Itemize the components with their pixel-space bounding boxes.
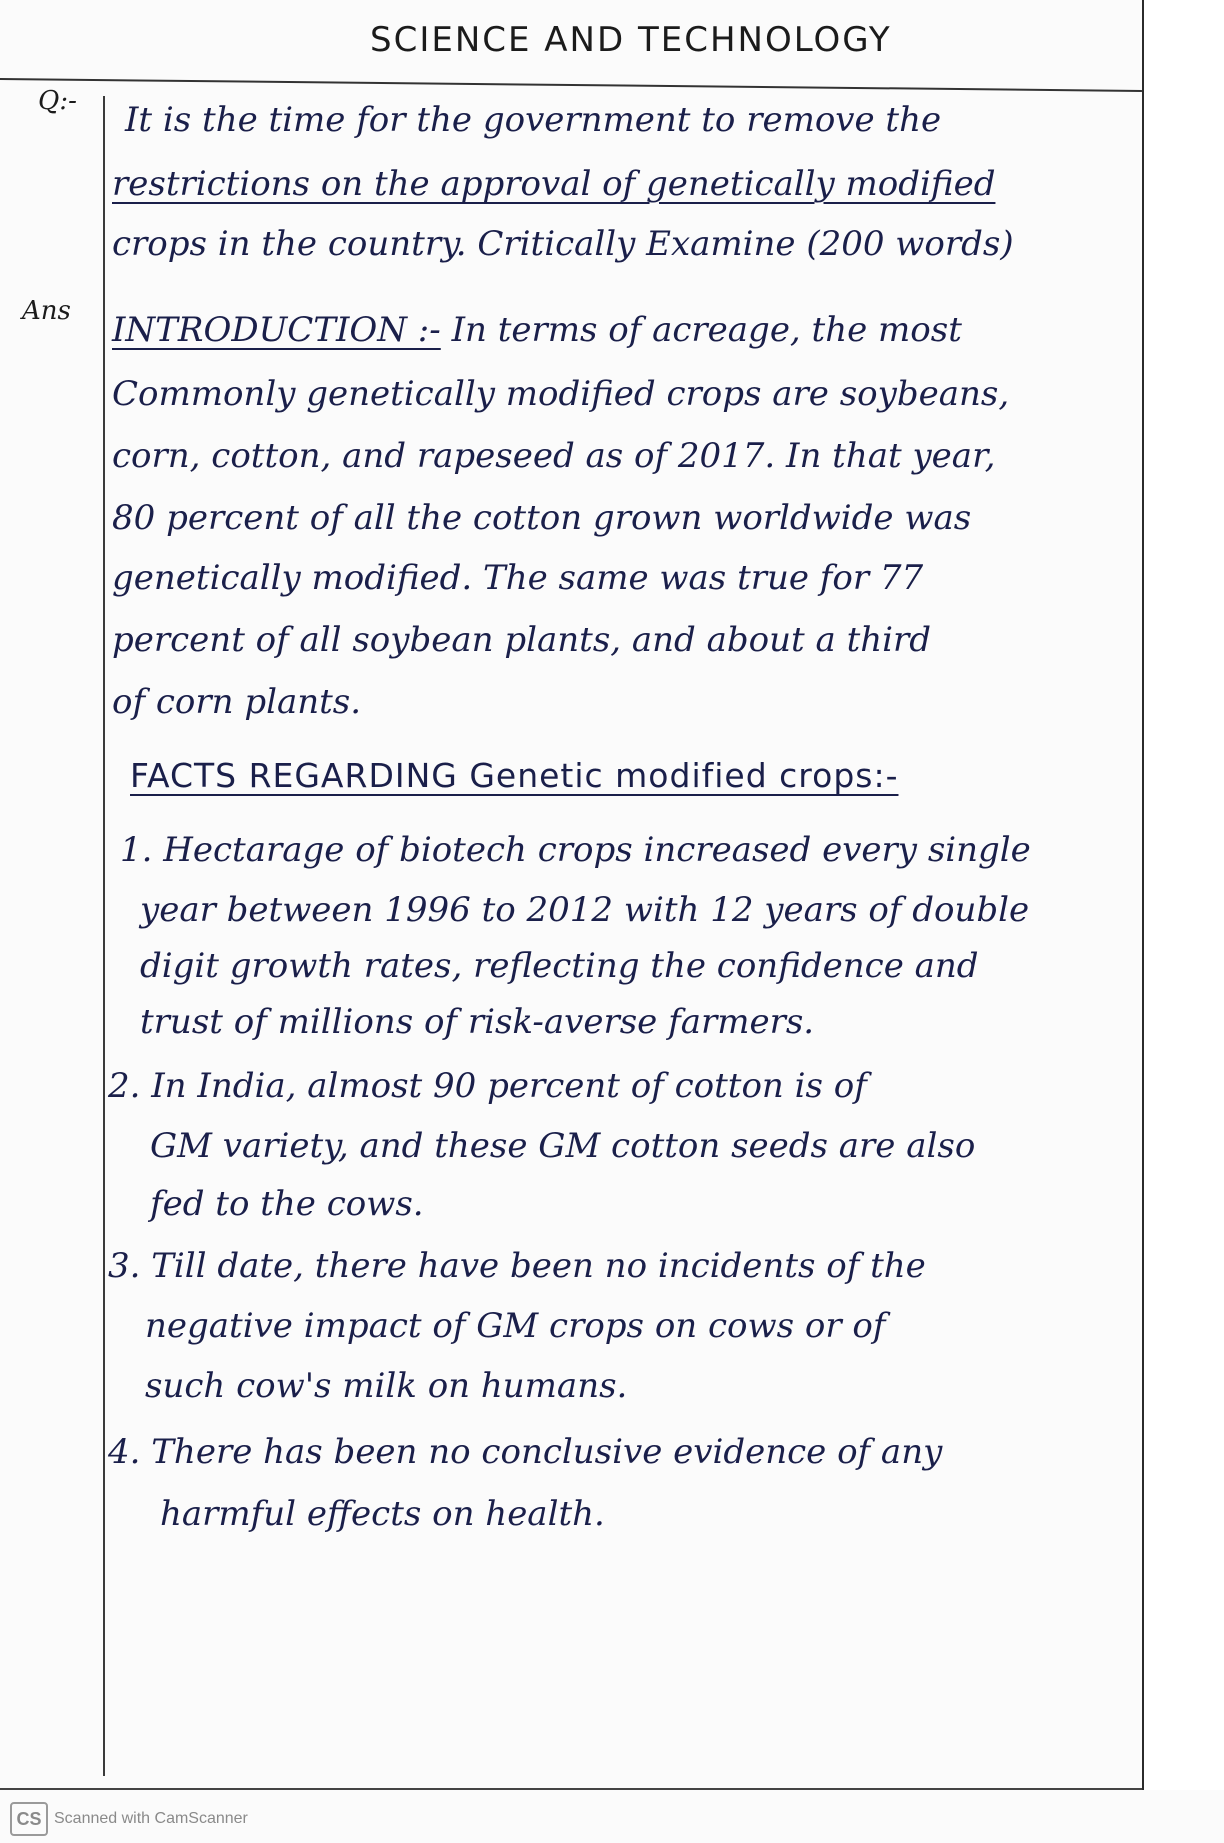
- bottom-rule: [0, 1788, 1142, 1790]
- camscanner-logo: CS: [10, 1802, 48, 1836]
- fact-line-10: such cow's milk on humans.: [145, 1366, 628, 1406]
- footer-text: Scanned with CamScanner: [54, 1810, 248, 1827]
- scanner-footer: [10, 1802, 248, 1836]
- answer-label: Ans: [22, 296, 71, 326]
- fact-line-7: fed to the cows.: [150, 1184, 424, 1224]
- fact-line-12: harmful effects on health.: [160, 1494, 605, 1534]
- facts-heading: FACTS REGARDING Genetic modified crops:-: [130, 756, 899, 795]
- fact-line-11: 4. There has been no conclusive evidence of any: [108, 1432, 943, 1472]
- page-title: SCIENCE AND TECHNOLOGY: [370, 20, 892, 60]
- intro-line-6: percent of all soybean plants, and about a third: [112, 620, 932, 660]
- fact-line-2: year between 1996 to 2012 with 12 years of double: [140, 890, 1030, 930]
- question-line-1: It is the time for the government to remove the: [125, 100, 942, 140]
- intro-line-4: 80 percent of all the cotton grown worldwide was: [112, 498, 972, 538]
- fact-line-9: negative impact of GM crops on cows or of: [145, 1306, 886, 1346]
- question-label: Q:-: [38, 86, 77, 116]
- top-rule: [0, 78, 1142, 92]
- intro-first-line: [112, 310, 1132, 350]
- intro-line-7: of corn plants.: [112, 682, 362, 722]
- intro-line-3: corn, cotton, and rapeseed as of 2017. In that year,: [112, 436, 996, 476]
- fact-line-1: 1. Hectarage of biotech crops increased every single: [120, 830, 1031, 870]
- fact-line-3: digit growth rates, reflecting the confidence and: [140, 946, 979, 986]
- fact-line-6: GM variety, and these GM cotton seeds are also: [150, 1126, 976, 1166]
- fact-line-5: 2. In India, almost 90 percent of cotton is of: [108, 1066, 867, 1106]
- fact-line-4: trust of millions of risk-averse farmers.: [140, 1002, 815, 1042]
- question-line-3: crops in the country. Critically Examine (200 words): [112, 224, 1014, 264]
- intro-line-2: Commonly genetically modified crops are soybeans,: [112, 374, 1010, 414]
- intro-label: INTRODUCTION :-: [112, 310, 441, 350]
- intro-line-1: In terms of acreage, the most: [451, 310, 962, 350]
- margin-rule: [103, 96, 105, 1776]
- intro-line-5: genetically modified. The same was true for 77: [112, 558, 924, 598]
- question-line-2: restrictions on the approval of genetically modified: [112, 164, 996, 204]
- fact-line-8: 3. Till date, there have been no incidents of the: [108, 1246, 926, 1286]
